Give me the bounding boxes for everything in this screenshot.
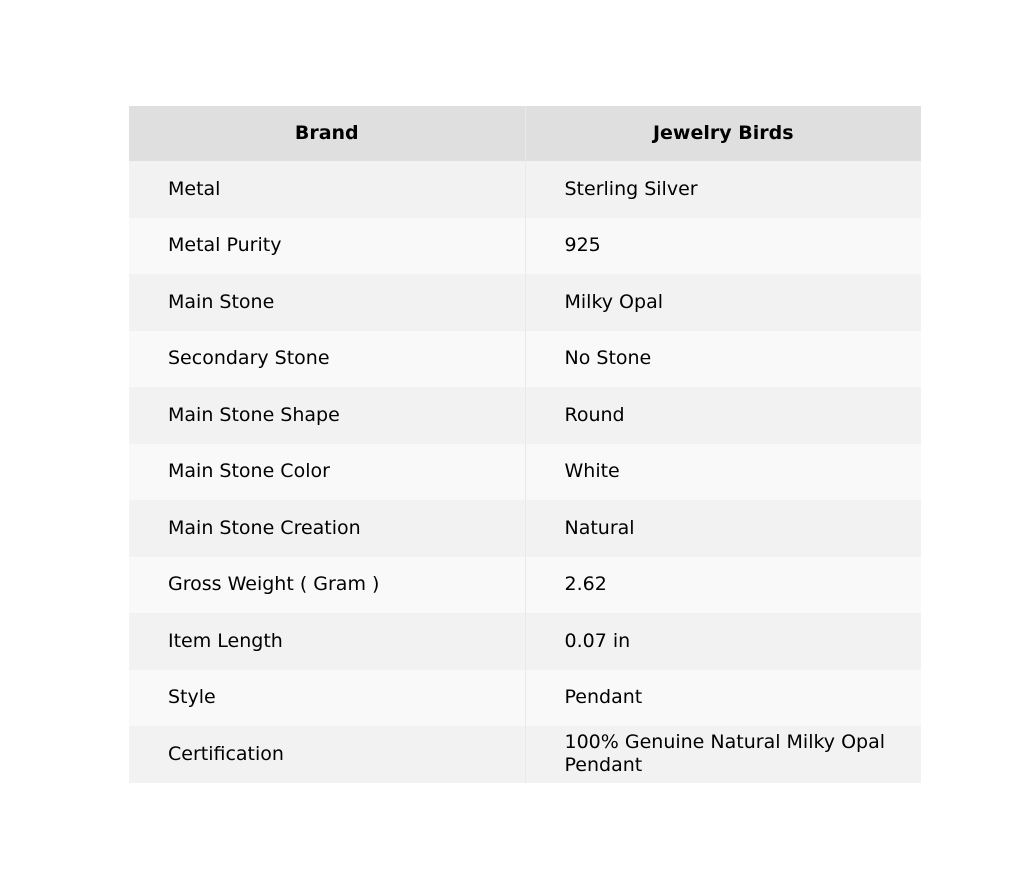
table-row: [129, 161, 921, 218]
header-brand-value: Jewelry Birds: [525, 106, 921, 161]
row-label: Main Stone Creation: [129, 500, 525, 557]
table-row: [129, 444, 921, 501]
table-row: [129, 500, 921, 557]
row-value: 100% Genuine Natural Milky Opal Pendant: [525, 726, 921, 783]
table-header-row: [129, 106, 921, 161]
header-brand-label: Brand: [129, 106, 525, 161]
row-value: Natural: [525, 500, 921, 557]
table-row: [129, 331, 921, 388]
row-value: Milky Opal: [525, 274, 921, 331]
table-row: [129, 557, 921, 614]
row-label: Secondary Stone: [129, 331, 525, 388]
row-value: Pendant: [525, 670, 921, 727]
row-label: Metal Purity: [129, 218, 525, 275]
table-row: [129, 613, 921, 670]
row-value: No Stone: [525, 331, 921, 388]
table-row: [129, 218, 921, 275]
row-value: Sterling Silver: [525, 161, 921, 218]
row-label: Style: [129, 670, 525, 727]
table-row: [129, 387, 921, 444]
row-label: Gross Weight ( Gram ): [129, 557, 525, 614]
row-value: Round: [525, 387, 921, 444]
row-label: Certification: [129, 726, 525, 783]
row-value: 0.07 in: [525, 613, 921, 670]
row-value: 2.62: [525, 557, 921, 614]
row-value: White: [525, 444, 921, 501]
table-row: [129, 726, 921, 783]
row-value: 925: [525, 218, 921, 275]
row-label: Metal: [129, 161, 525, 218]
table-row: [129, 274, 921, 331]
row-label: Main Stone: [129, 274, 525, 331]
product-spec-table: [129, 106, 921, 783]
row-label: Main Stone Color: [129, 444, 525, 501]
row-label: Item Length: [129, 613, 525, 670]
table-row: [129, 670, 921, 727]
row-label: Main Stone Shape: [129, 387, 525, 444]
